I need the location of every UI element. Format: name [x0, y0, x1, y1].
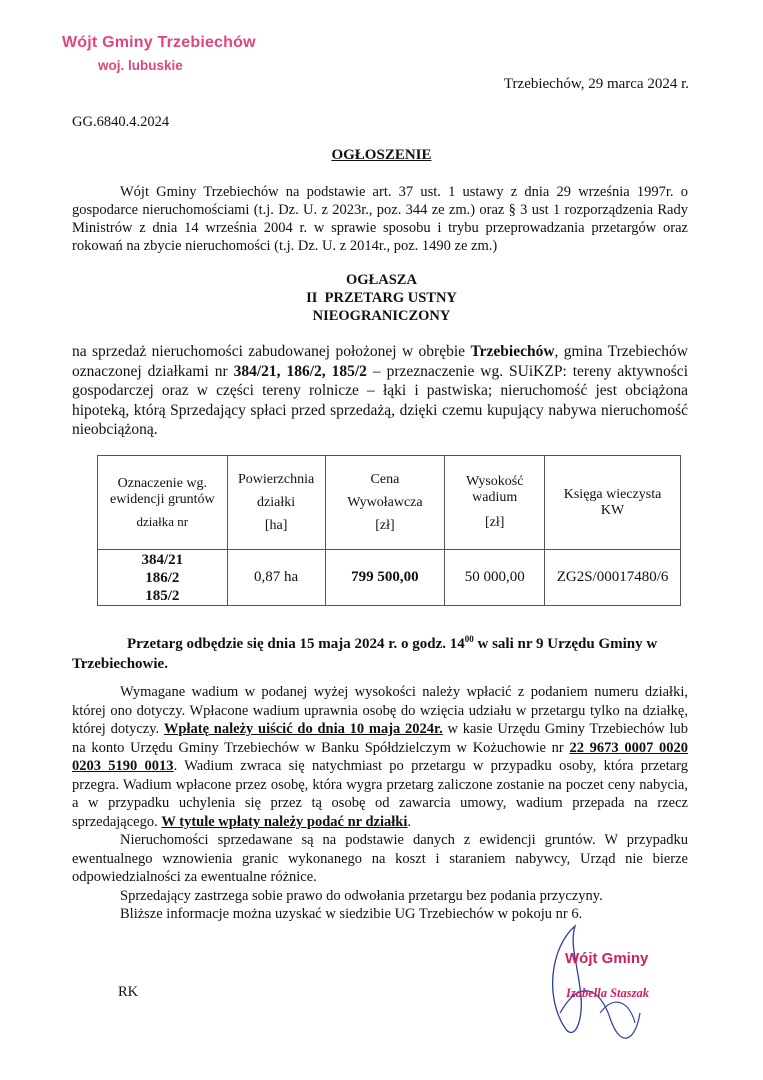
header-price-l3: [zł] [375, 517, 395, 533]
header-area-l2: działki [257, 494, 296, 510]
cell-plot-3: 185/2 [145, 587, 180, 604]
header-plot-l2: ewidencji gruntów [110, 491, 215, 507]
deposit-text-3: . Wadium zwraca się natychmiast po przetargu w przypadku osoby, która przetarg przegra. Wadium wpłacone przez osobę, która wygra przetarg zaliczone zostanie na poczet ceny nabycia, a w przypadku uchylenia się przez tą osobę od zawarcia umowy, wadium przepada na rzecz sprzedającego. [72, 758, 688, 830]
sale-plots: 384/21, 186/2, 185/2 [233, 362, 367, 380]
auction-text-1: Przetarg odbędzie się dnia 15 maja 2024 r. o godz. 14 [127, 636, 465, 652]
header-plot-l1: Oznaczenie wg. [117, 475, 208, 491]
transfer-title-note: W tytule wpłaty należy podać nr działki [161, 813, 408, 830]
info-paragraph: Bliższe informacje można uzyskać w siedzibie UG Trzebiechów w pokoju nr 6. [120, 906, 583, 922]
sale-text-1: na sprzedaż nieruchomości zabudowanej położonej w obrębie [72, 343, 471, 360]
cell-plot-2: 186/2 [145, 569, 180, 586]
sale-text-3: – przeznaczenie wg. SUiKZP: tereny aktywności gospodarczej oraz w części tereny rolnicze – łąki i pastwiska; nieruchomość jest obciążona hipoteką, którą Sprzedający spłaci przed sprzedażą, dzięki czemu kupujący nabywa nieruchomość nieobciążoną. [72, 362, 688, 438]
reference-number: GG.6840.4.2024 [72, 114, 170, 130]
announce-line2: II PRZETARG USTNY [306, 290, 457, 306]
announcement-heading [0, 271, 763, 325]
sale-description [72, 342, 688, 440]
signature-title: Wójt Gminy [565, 950, 649, 967]
sale-text-2: , gmina Trzebiechów oznaczonej działkami nr [72, 343, 688, 380]
auction-time-minutes: 00 [464, 634, 474, 644]
signature-name: Izabella Staszak [566, 986, 650, 1000]
header-deposit-l2: wadium [472, 490, 518, 505]
announce-line3: NIEOGRANICZONY [312, 308, 451, 324]
table-row [98, 550, 681, 606]
deposit-text-4: . [407, 813, 411, 830]
header-deposit-l3: [zł] [484, 515, 505, 530]
initials: RK [118, 984, 139, 1000]
sale-village: Trzebiechów [470, 343, 555, 360]
property-table [97, 455, 681, 606]
header-price-l2: Wywoławcza [347, 494, 423, 510]
header-deposit-l1: Wysokość [465, 474, 524, 489]
table-header-row [98, 456, 681, 550]
intro-paragraph: Wójt Gminy Trzebiechów na podstawie art. 37 ust. 1 ustawy z dnia 29 września 1997r. o gospodarce nieruchomościami (t.j. Dz. U. z 2023r., poz. 344 ze zm.) oraz § 3 ust 1 rozporządzenia Rady Ministrów z dnia 14 września 2004 r. w sprawie sposobu i trybu przeprowadzania przetargów oraz rokowań na zbycie nieruchomości (t.j. Dz. U. z 2014r., poz. 1490 ze zm.) [72, 184, 688, 254]
document-date: Trzebiechów, 29 marca 2024 r. [503, 76, 689, 92]
cell-price: 799 500,00 [325, 550, 445, 606]
header-kw-l1: Księga wieczysta [563, 486, 662, 502]
cell-plots [98, 550, 228, 606]
header-plot [98, 456, 228, 550]
header-deposit [445, 456, 545, 550]
header-price-l1: Cena [370, 471, 400, 487]
auction-info [72, 629, 688, 674]
header-price [325, 456, 445, 550]
bank-account: 22 9673 0007 0020 0203 5190 0013 [72, 739, 689, 774]
deposit-text-2: w kasie Urzędu Gminy Trzebiechów lub na konto Urzędu Gminy Trzebiechów w Banku Spółdzielczym w Kożuchowie nr [72, 721, 688, 756]
reserve-paragraph: Sprzedający zastrzega sobie prawo do odwołania przetargu bez podania przyczyny. [120, 887, 603, 904]
cell-area: 0,87 ha [227, 550, 325, 606]
page-title: OGŁOSZENIE [331, 147, 432, 163]
cell-deposit: 50 000,00 [445, 550, 545, 606]
stamp-title: Wójt Gminy Trzebiechów [62, 34, 256, 51]
cell-plot-1: 384/21 [141, 551, 184, 568]
deposit-text-1: Wymagane wadium w podanej wyżej wysokości należy wpłacić z podaniem numeru działki, której ono dotyczy. Wpłacone wadium uprawnia osobę do wzięcia udziału w przetargu tylko na działkę, której dotyczy. [72, 684, 688, 737]
header-area-l1: Powierzchnia [238, 471, 315, 487]
boundaries-paragraph: Nieruchomości sprzedawane są na podstawie danych z ewidencji gruntów. W przypadku ewentualnego wznowienia granic wykonanego na koszt i staraniem nabywcy, Urząd nie bierze odpowiedzialności za ewentualne różnice. [72, 832, 688, 885]
deposit-deadline: Wpłatę należy uiścić do dnia 10 maja 2024r. [163, 721, 443, 737]
announce-line1: OGŁASZA [346, 272, 417, 288]
header-area-l3: [ha] [264, 517, 288, 533]
header-kw [545, 456, 681, 550]
deposit-paragraph [72, 683, 688, 924]
header-area [227, 456, 325, 550]
auction-text-2: w sali nr 9 Urzędu Gminy w Trzebiechowie. [72, 636, 658, 672]
stamp-region: woj. lubuskie [98, 58, 183, 73]
cell-kw: ZG2S/00017480/6 [545, 550, 681, 606]
header-kw-l2: KW [600, 502, 625, 518]
header-plot-l3: działka nr [136, 513, 189, 529]
